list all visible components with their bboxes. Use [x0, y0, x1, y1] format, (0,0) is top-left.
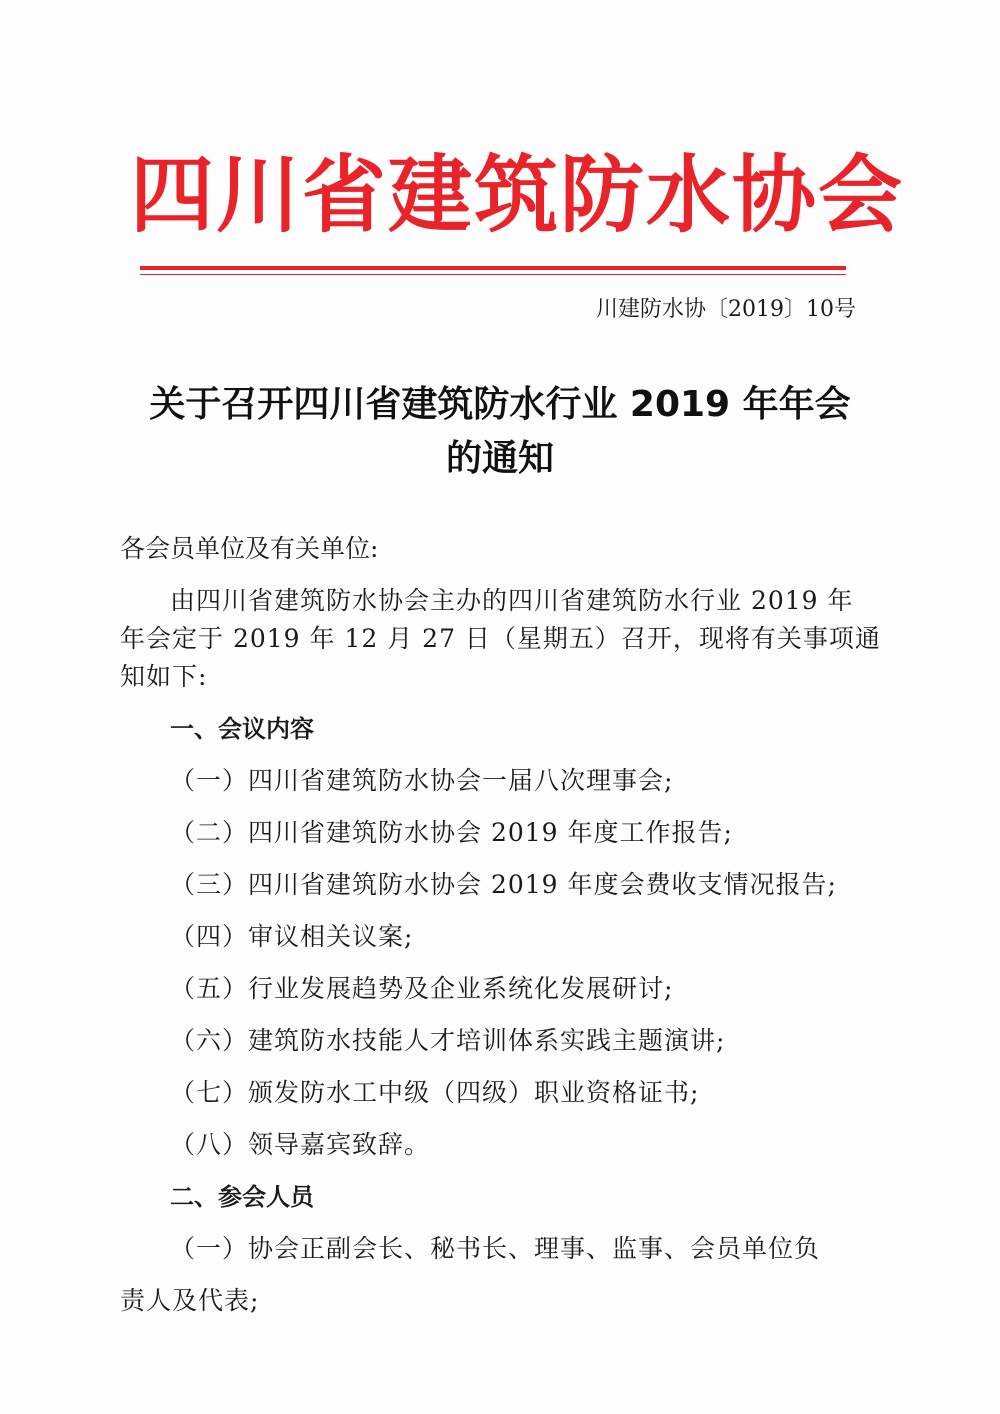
- notice-title-line-2: 的通知: [445, 438, 554, 479]
- org-letterhead-title: 四川省建筑防水协会: [130, 145, 905, 244]
- salutation: 各会员单位及有关单位:: [120, 534, 379, 563]
- letterhead-rule-thin: [140, 274, 846, 275]
- list-item: （三）四川省建筑防水协会 2019 年度会费收支情况报告;: [170, 870, 837, 899]
- attendee-item-line-1: （一）协会正副会长、秘书长、理事、监事、会员单位负: [170, 1234, 821, 1263]
- attendee-item: [120, 1230, 860, 1320]
- list-item: （七）颁发防水工中级（四级）职业资格证书;: [170, 1078, 700, 1107]
- list-item: （四）审议相关议案;: [170, 922, 414, 951]
- intro-line-2: 年会定于 2019 年 12 月 27 日（星期五）召开，现将有关事项通: [120, 624, 881, 653]
- section-heading-attendees: 二、参会人员: [170, 1183, 314, 1211]
- intro-line-3: 知如下:: [120, 662, 208, 691]
- intro-line-1: 由四川省建筑防水协会主办的四川省建筑防水行业 2019 年: [170, 586, 854, 615]
- document-number: 川建防水协〔2019〕10号: [596, 297, 856, 322]
- intro-paragraph: [120, 582, 881, 696]
- list-item: （一）四川省建筑防水协会一届八次理事会;: [170, 766, 674, 795]
- list-item: （五）行业发展趋势及企业系统化发展研讨;: [170, 974, 674, 1003]
- document-body: [120, 530, 881, 1334]
- notice-title: [110, 378, 890, 486]
- letterhead-rule-thick: [140, 266, 846, 270]
- section-heading-meeting-content: 一、会议内容: [170, 715, 314, 743]
- notice-title-line-1: 关于召开四川省建筑防水行业 2019 年年会: [149, 384, 851, 425]
- list-item: （二）四川省建筑防水协会 2019 年度工作报告;: [170, 818, 733, 847]
- list-item: （八）领导嘉宾致辞。: [170, 1130, 431, 1159]
- attendee-item-line-2: 责人及代表;: [120, 1286, 260, 1315]
- list-item: （六）建筑防水技能人才培训体系实践主题演讲;: [170, 1026, 726, 1055]
